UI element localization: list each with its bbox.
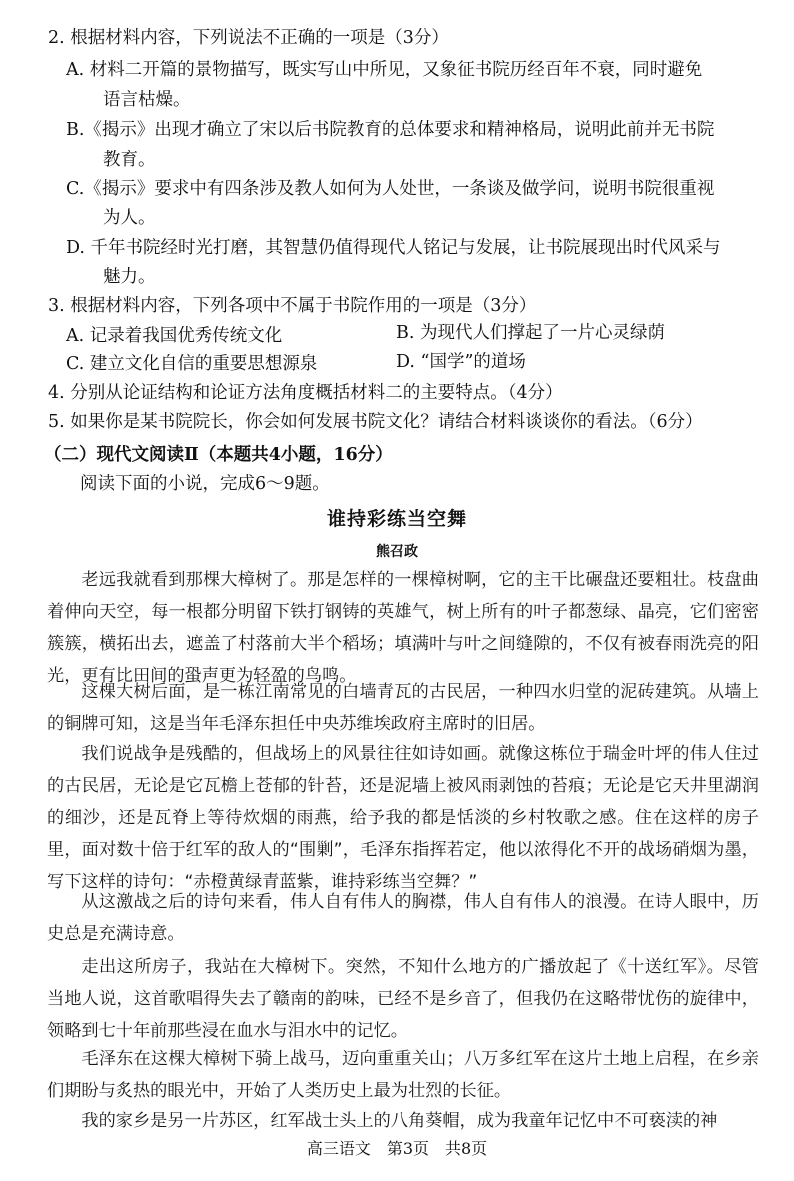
- story-paragraph: 我的家乡是另一片苏区，红军战士头上的八角葵帽，成为我童年记忆中不可亵渎的神: [81, 1111, 718, 1131]
- question-2-stem: 2. 根据材料内容，下列说法不正确的一项是（3分）: [48, 28, 449, 48]
- question-2-option-a: A. 材料二开篇的景物描写，既实写山中所见，又象征书院历经百年不衰，同时避免: [66, 60, 703, 80]
- page-footer: 高三语文 第3页 共8页: [306, 1139, 488, 1158]
- question-3-option-b: B. 为现代人们撑起了一片心灵绿荫: [396, 323, 665, 343]
- story-author: 熊召政: [376, 544, 418, 560]
- section-heading: （二）现代文阅读Ⅱ（本题共4小题，16分）: [44, 445, 393, 465]
- story-paragraph: 我们说战争是残酷的，但战场上的风景往往如诗如画。就像这栋位于瑞金叶坪的伟人住过的古民居，无论是它瓦檐上苍郁的针苔，还是泥墙上被风雨剥蚀的苔痕；无论是它天井里湖润的细沙，还是瓦脊上等待炊烟的雨燕，给予我的都是恬淡的乡村牧歌之感。住在这样的房子里，面对数十倍于红军的敌人的“围剿”，毛泽东指挥若定，他以浓得化不开的战场硝烟为墨，写下这样的诗句：“赤橙黄绿青蓝紫，谁持彩练当空舞？”: [47, 744, 759, 892]
- question-3-option-d: D. “国学”的道场: [396, 352, 526, 372]
- question-4: 4. 分别从论证结构和论证方法角度概括材料二的主要特点。（4分）: [48, 383, 563, 403]
- story-paragraph: 这棵大树后面，是一栋江南常见的白墙青瓦的古民居，一种四水归堂的泥砖建筑。从墙上的铜牌可知，这是当年毛泽东担任中央苏维埃政府主席时的旧居。: [47, 682, 759, 734]
- question-2-option-c-cont: 为人。: [103, 208, 156, 228]
- reading-instruction: 阅读下面的小说，完成6～9题。: [80, 474, 330, 494]
- question-2-option-b: B.《揭示》出现才确立了宋以后书院教育的总体要求和精神格局，说明此前并无书院: [66, 120, 715, 140]
- question-3-option-c: C. 建立文化自信的重要思想源泉: [66, 354, 318, 374]
- question-2-option-d: D. 千年书院经时光打磨，其智慧仍值得现代人铭记与发展，让书院展现出时代风采与: [66, 238, 721, 258]
- question-3-stem: 3. 根据材料内容，下列各项中不属于书院作用的一项是（3分）: [48, 296, 537, 316]
- question-3-option-a: A. 记录着我国优秀传统文化: [66, 326, 283, 346]
- story-paragraph: 从这激战之后的诗句来看，伟人自有伟人的胸襟，伟人自有伟人的浪漫。在诗人眼中，历史总是充满诗意。: [47, 892, 759, 944]
- story-paragraph: 毛泽东在这棵大樟树下骑上战马，迈向重重关山；八万多红军在这片土地上启程，在乡亲们期盼与炙热的眼光中，开始了人类历史上最为壮烈的长征。: [47, 1049, 759, 1101]
- question-2-option-c: C.《揭示》要求中有四条涉及教人如何为人处世，一条谈及做学问，说明书院很重视: [66, 179, 715, 199]
- story-paragraph: 老远我就看到那棵大樟树了。那是怎样的一棵樟树啊，它的主干比碾盘还要粗壮。枝盘曲着伸向天空，每一根都分明留下铁打钢铸的英雄气，树上所有的叶子都葱绿、晶亮，它们密密簇簇，横拓出去，遮盖了村落前大半个稻场；填满叶与叶之间缝隙的，不仅有被春雨洗亮的阳光，更有比田间的蛩声更为轻盈的鸟鸣。: [47, 570, 759, 686]
- question-5: 5. 如果你是某书院院长，你会如何发展书院文化？请结合材料谈谈你的看法。（6分）: [48, 412, 703, 432]
- question-2-option-d-cont: 魅力。: [103, 267, 156, 287]
- question-2-option-a-cont: 语言枯燥。: [103, 90, 191, 110]
- story-paragraph: 走出这所房子，我站在大樟树下。突然，不知什么地方的广播放起了《十送红军》。尽管当地人说，这首歌唱得失去了赣南的韵味，已经不是乡音了，但我仍在这略带忧伤的旋律中，领略到七十年前那些浸在血水与泪水中的记忆。: [47, 957, 759, 1041]
- question-2-option-b-cont: 教育。: [103, 150, 156, 170]
- story-title: 谁持彩练当空舞: [326, 508, 467, 530]
